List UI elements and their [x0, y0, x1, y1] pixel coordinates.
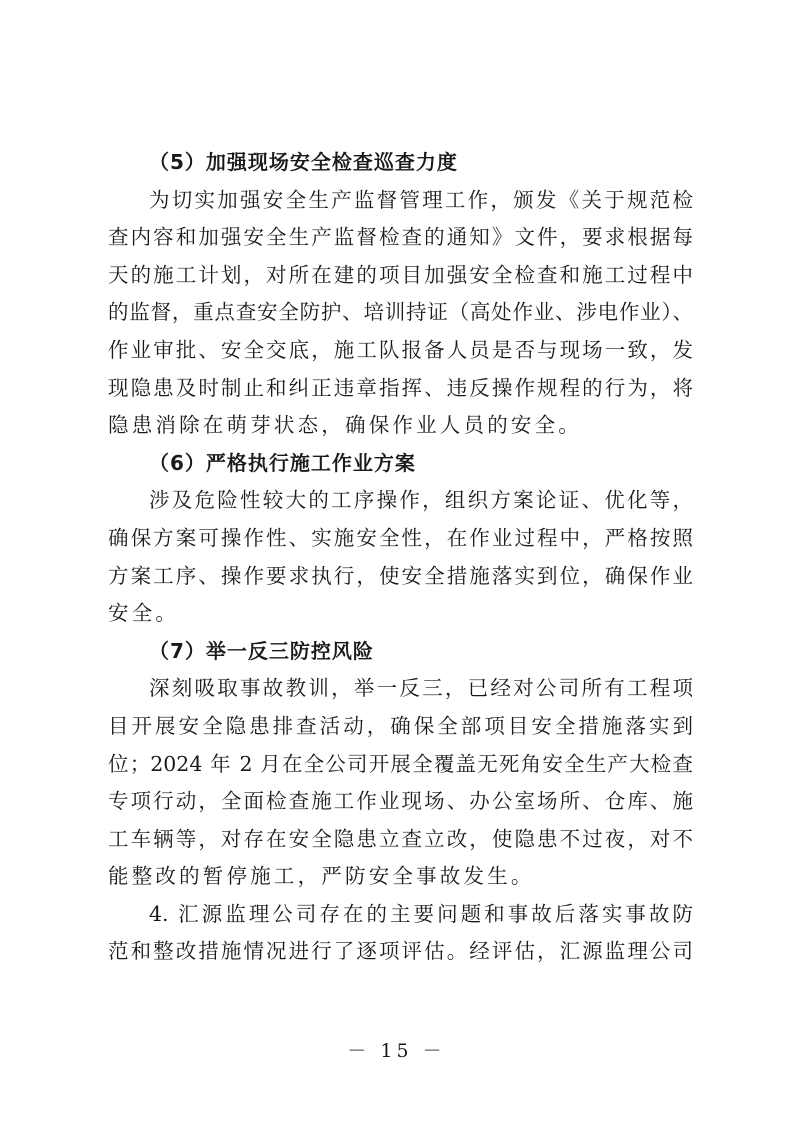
paragraph-line: 确保方案可操作性、实施安全性，在作业过程中，严格按照	[108, 525, 693, 550]
paragraph-line: 能整改的暂停施工，严防安全事故发生。	[108, 864, 535, 889]
paragraph-line: 深刻吸取事故教训，举一反三，已经对公司所有工程项	[149, 676, 693, 701]
paragraph-line: 4. 汇源监理公司存在的主要问题和事故后落实事故防	[149, 901, 693, 926]
paragraph-line: 方案工序、操作要求执行，使安全措施落实到位，确保作业	[108, 563, 693, 588]
paragraph-line: 查内容和加强安全生产监督检查的通知》文件，要求根据每	[108, 225, 693, 250]
page-number: － 15 －	[347, 1040, 446, 1062]
paragraph-line: 现隐患及时制止和纠正违章指挥、违反操作规程的行为，将	[108, 375, 693, 400]
paragraph-line: 范和整改措施情况进行了逐项评估。经评估，汇源监理公司	[108, 939, 693, 964]
document-page	[108, 144, 693, 971]
paragraph-line: 工车辆等，对存在安全隐患立查立改，使隐患不过夜，对不	[108, 826, 693, 851]
section-heading-6: （6）严格执行施工作业方案	[149, 450, 416, 475]
section-heading-7: （7）举一反三防控风险	[149, 638, 374, 663]
paragraph-line: 为切实加强安全生产监督管理工作，颁发《关于规范检	[149, 187, 693, 212]
paragraph-line: 目开展安全隐患排查活动，确保全部项目安全措施落实到	[108, 713, 693, 738]
paragraph-line: 位；2024 年 2 月在全公司开展全覆盖无死角安全生产大检查	[108, 751, 693, 776]
paragraph-line: 的监督，重点查安全防护、培训持证（高处作业、涉电作业）、	[108, 300, 693, 325]
paragraph-line: 隐患消除在萌芽状态，确保作业人员的安全。	[108, 413, 582, 438]
paragraph-line: 专项行动，全面检查施工作业现场、办公室场所、仓库、施	[108, 789, 693, 814]
paragraph-line: 作业审批、安全交底，施工队报备人员是否与现场一致，发	[108, 337, 693, 362]
paragraph-line: 涉及危险性较大的工序操作，组织方案论证、优化等，	[149, 488, 693, 513]
paragraph-line: 天的施工计划，对所在建的项目加强安全检查和施工过程中	[108, 262, 693, 287]
section-heading-5: （5）加强现场安全检查巡查力度	[149, 150, 458, 174]
paragraph-line: 安全。	[108, 601, 180, 626]
